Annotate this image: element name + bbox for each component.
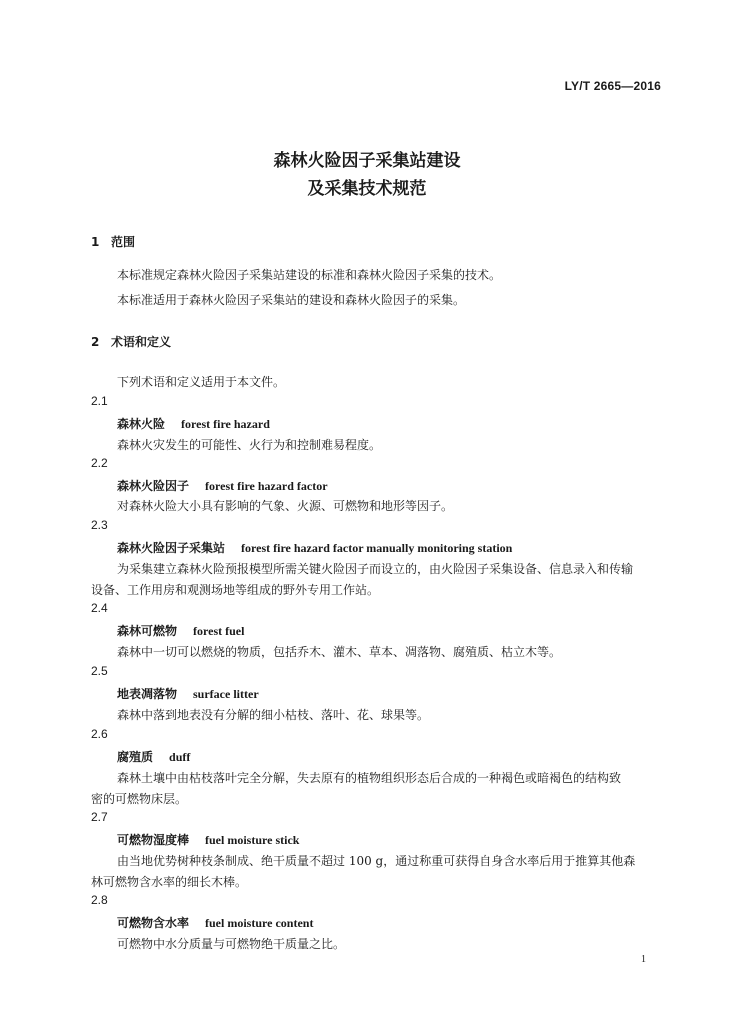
term-heading xyxy=(117,914,313,931)
term-english: forest fire hazard factor xyxy=(205,479,328,493)
term-english: forest fire hazard factor manually monitoring station xyxy=(241,541,513,555)
term-number: 2.1 xyxy=(91,394,108,408)
term-definition-continued: 密的可燃物床层。 xyxy=(91,792,188,806)
title-line-1: 森林火险因子采集站建设 xyxy=(273,151,461,171)
term-number: 2.2 xyxy=(91,456,108,470)
term-definition: 由当地优势树种枝条制成、绝干质量不超过 100 g，通过称重可获得自身含水率后用于推算其他森 xyxy=(117,854,636,868)
term-definition: 森林中落到地表没有分解的细小枯枝、落叶、花、球果等。 xyxy=(117,708,430,722)
term-chinese: 地表凋落物 xyxy=(117,687,178,701)
term-english: duff xyxy=(169,750,191,764)
term-heading xyxy=(117,415,270,432)
term-definition: 为采集建立森林火险预报模型所需关键火险因子而设立的，由火险因子采集设备、信息录入和传输 xyxy=(117,562,634,576)
document-number: LY/T 2665—2016 xyxy=(564,79,661,93)
term-chinese: 森林火险 xyxy=(117,417,166,431)
term-chinese: 森林火险因子采集站 xyxy=(117,541,226,555)
term-english: fuel moisture stick xyxy=(205,833,300,847)
section-number: 2 xyxy=(91,335,100,349)
term-definition-continued: 设备、工作用房和观测场地等组成的野外专用工作站。 xyxy=(91,583,380,597)
page-number: 1 xyxy=(641,954,646,965)
term-heading xyxy=(117,477,328,494)
term-number: 2.6 xyxy=(91,727,108,741)
term-chinese: 腐殖质 xyxy=(117,750,154,764)
term-number: 2.7 xyxy=(91,810,108,824)
term-heading xyxy=(117,685,259,702)
section-1-heading xyxy=(91,233,135,250)
term-definition: 森林火灾发生的可能性、火行为和控制难易程度。 xyxy=(117,438,382,452)
term-definition: 森林中一切可以燃烧的物质，包括乔木、灌木、草本、凋落物、腐殖质、枯立木等。 xyxy=(117,645,562,659)
term-heading xyxy=(117,539,512,556)
term-definition: 可燃物中水分质量与可燃物绝干质量之比。 xyxy=(117,937,346,951)
term-number: 2.5 xyxy=(91,664,108,678)
term-number: 2.4 xyxy=(91,601,108,615)
term-english: forest fuel xyxy=(193,624,245,638)
term-number: 2.3 xyxy=(91,518,108,532)
term-definition-continued: 林可燃物含水率的细长木棒。 xyxy=(91,875,248,889)
term-english: forest fire hazard xyxy=(181,417,270,431)
paragraph: 下列术语和定义适用于本文件。 xyxy=(117,375,286,389)
term-chinese: 可燃物湿度棒 xyxy=(117,833,190,847)
section-title: 范围 xyxy=(111,235,136,249)
section-title: 术语和定义 xyxy=(111,335,172,349)
paragraph: 本标准规定森林火险因子采集站建设的标准和森林火险因子采集的技术。 xyxy=(117,268,502,282)
term-definition: 森林土壤中由枯枝落叶完全分解，失去原有的植物组织形态后合成的一种褐色或暗褐色的结构致 xyxy=(117,771,622,785)
term-number: 2.8 xyxy=(91,893,108,907)
term-chinese: 可燃物含水率 xyxy=(117,916,190,930)
term-heading xyxy=(117,748,190,765)
term-definition: 对森林火险大小具有影响的气象、火源、可燃物和地形等因子。 xyxy=(117,499,454,513)
paragraph: 本标准适用于森林火险因子采集站的建设和森林火险因子的采集。 xyxy=(117,293,466,307)
term-chinese: 森林可燃物 xyxy=(117,624,178,638)
section-number: 1 xyxy=(91,235,100,249)
term-heading xyxy=(117,622,244,639)
term-english: fuel moisture content xyxy=(205,916,314,930)
term-english: surface litter xyxy=(193,687,259,701)
section-2-heading xyxy=(91,333,171,350)
term-chinese: 森林火险因子 xyxy=(117,479,190,493)
title-line-2: 及采集技术规范 xyxy=(307,179,427,199)
term-heading xyxy=(117,831,299,848)
